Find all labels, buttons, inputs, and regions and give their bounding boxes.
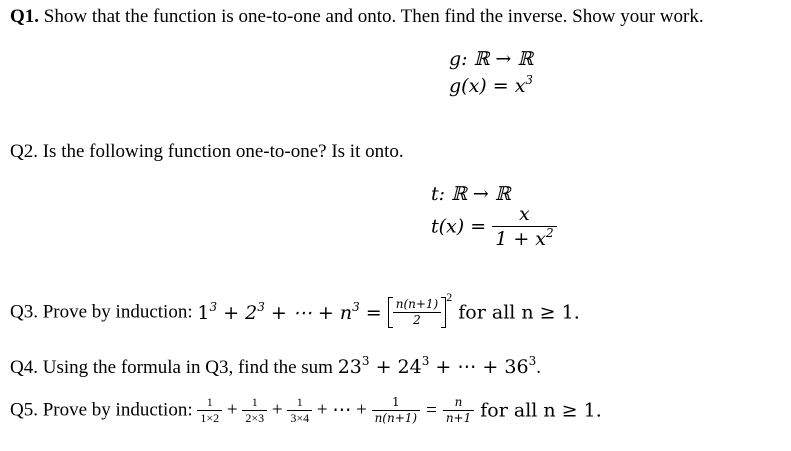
q1-definition-line xyxy=(449,75,533,97)
q3-sum: $1^3 + 2^3$ + ⋯ + $n^3$ = xyxy=(197,299,388,324)
question-5-suffix: for all n ≥ 1. xyxy=(474,399,602,422)
q2-fraction-numerator: x xyxy=(519,203,530,225)
question-5-prefix: Q5. Prove by induction: xyxy=(10,399,198,421)
q5-equals: = xyxy=(426,399,437,421)
q5-fraction-2: $\frac{1}{2\times 3}$ xyxy=(242,395,267,426)
q1-definition: g(x) = x xyxy=(449,75,526,97)
question-2-text: Q2. Is the following function one-to-one? Is it onto. xyxy=(10,141,404,162)
q2-fraction-denominator: $1 + x^2$ xyxy=(492,226,556,251)
question-1 xyxy=(10,6,704,28)
q5-ellipsis: ⋯ xyxy=(332,400,352,421)
question-5: Q5. Prove by induction: $\frac{1}{1\times 2}$ + $\frac{1}{2\times 3}$ + $\frac{1}{3\times 4}$ + ⋯ + $\frac{1}{n(n+1)}$ = $\frac{n}{n+1}$ for all n ≥ 1. xyxy=(10,395,602,425)
question-3-prefix: Q3. Prove by induction: xyxy=(10,301,198,323)
q3-bracket-expression xyxy=(388,297,447,328)
q3-bracket-fraction: $\frac{n(n+1)}{2}$ xyxy=(393,297,442,328)
question-4: Q4. Using the formula in Q3, find the sum $23^3 + 24^3$ + ⋯ + $36^3$. xyxy=(10,354,541,378)
q3-bracket-exponent: 2 xyxy=(446,290,453,304)
question-2 xyxy=(10,141,404,163)
question-1-label: Q1. xyxy=(10,6,40,27)
q2-definition-line xyxy=(431,202,557,251)
q5-fraction-general: $\frac{1}{n(n+1)}$ xyxy=(372,395,421,426)
q1-exponent: 3 xyxy=(525,73,534,87)
q5-fraction-3: $\frac{1}{3\times 4}$ xyxy=(287,395,312,426)
q1-domain-line xyxy=(449,48,533,70)
q5-fraction-1: $\frac{1}{1\times 2}$ xyxy=(197,395,222,426)
q4-sum: $23^3 + 24^3$ + ⋯ + $36^3$ xyxy=(337,354,537,378)
q2-fraction xyxy=(492,202,556,251)
q2-mapping: t: ℝ → ℝ xyxy=(431,183,511,205)
question-4-prefix: Q4. Using the formula in Q3, find the sum xyxy=(10,357,338,378)
q5-fraction-rhs: $\frac{n}{n+1}$ xyxy=(443,395,474,426)
q1-mapping: g: ℝ → ℝ xyxy=(449,48,534,70)
question-1-text: Show that the function is one-to-one and onto. Then find the inverse. Show your work. xyxy=(39,6,704,27)
q2-definition-lhs: t(x) = xyxy=(431,215,487,238)
question-3-suffix: for all n ≥ 1. xyxy=(452,301,580,324)
question-3 xyxy=(10,290,580,328)
